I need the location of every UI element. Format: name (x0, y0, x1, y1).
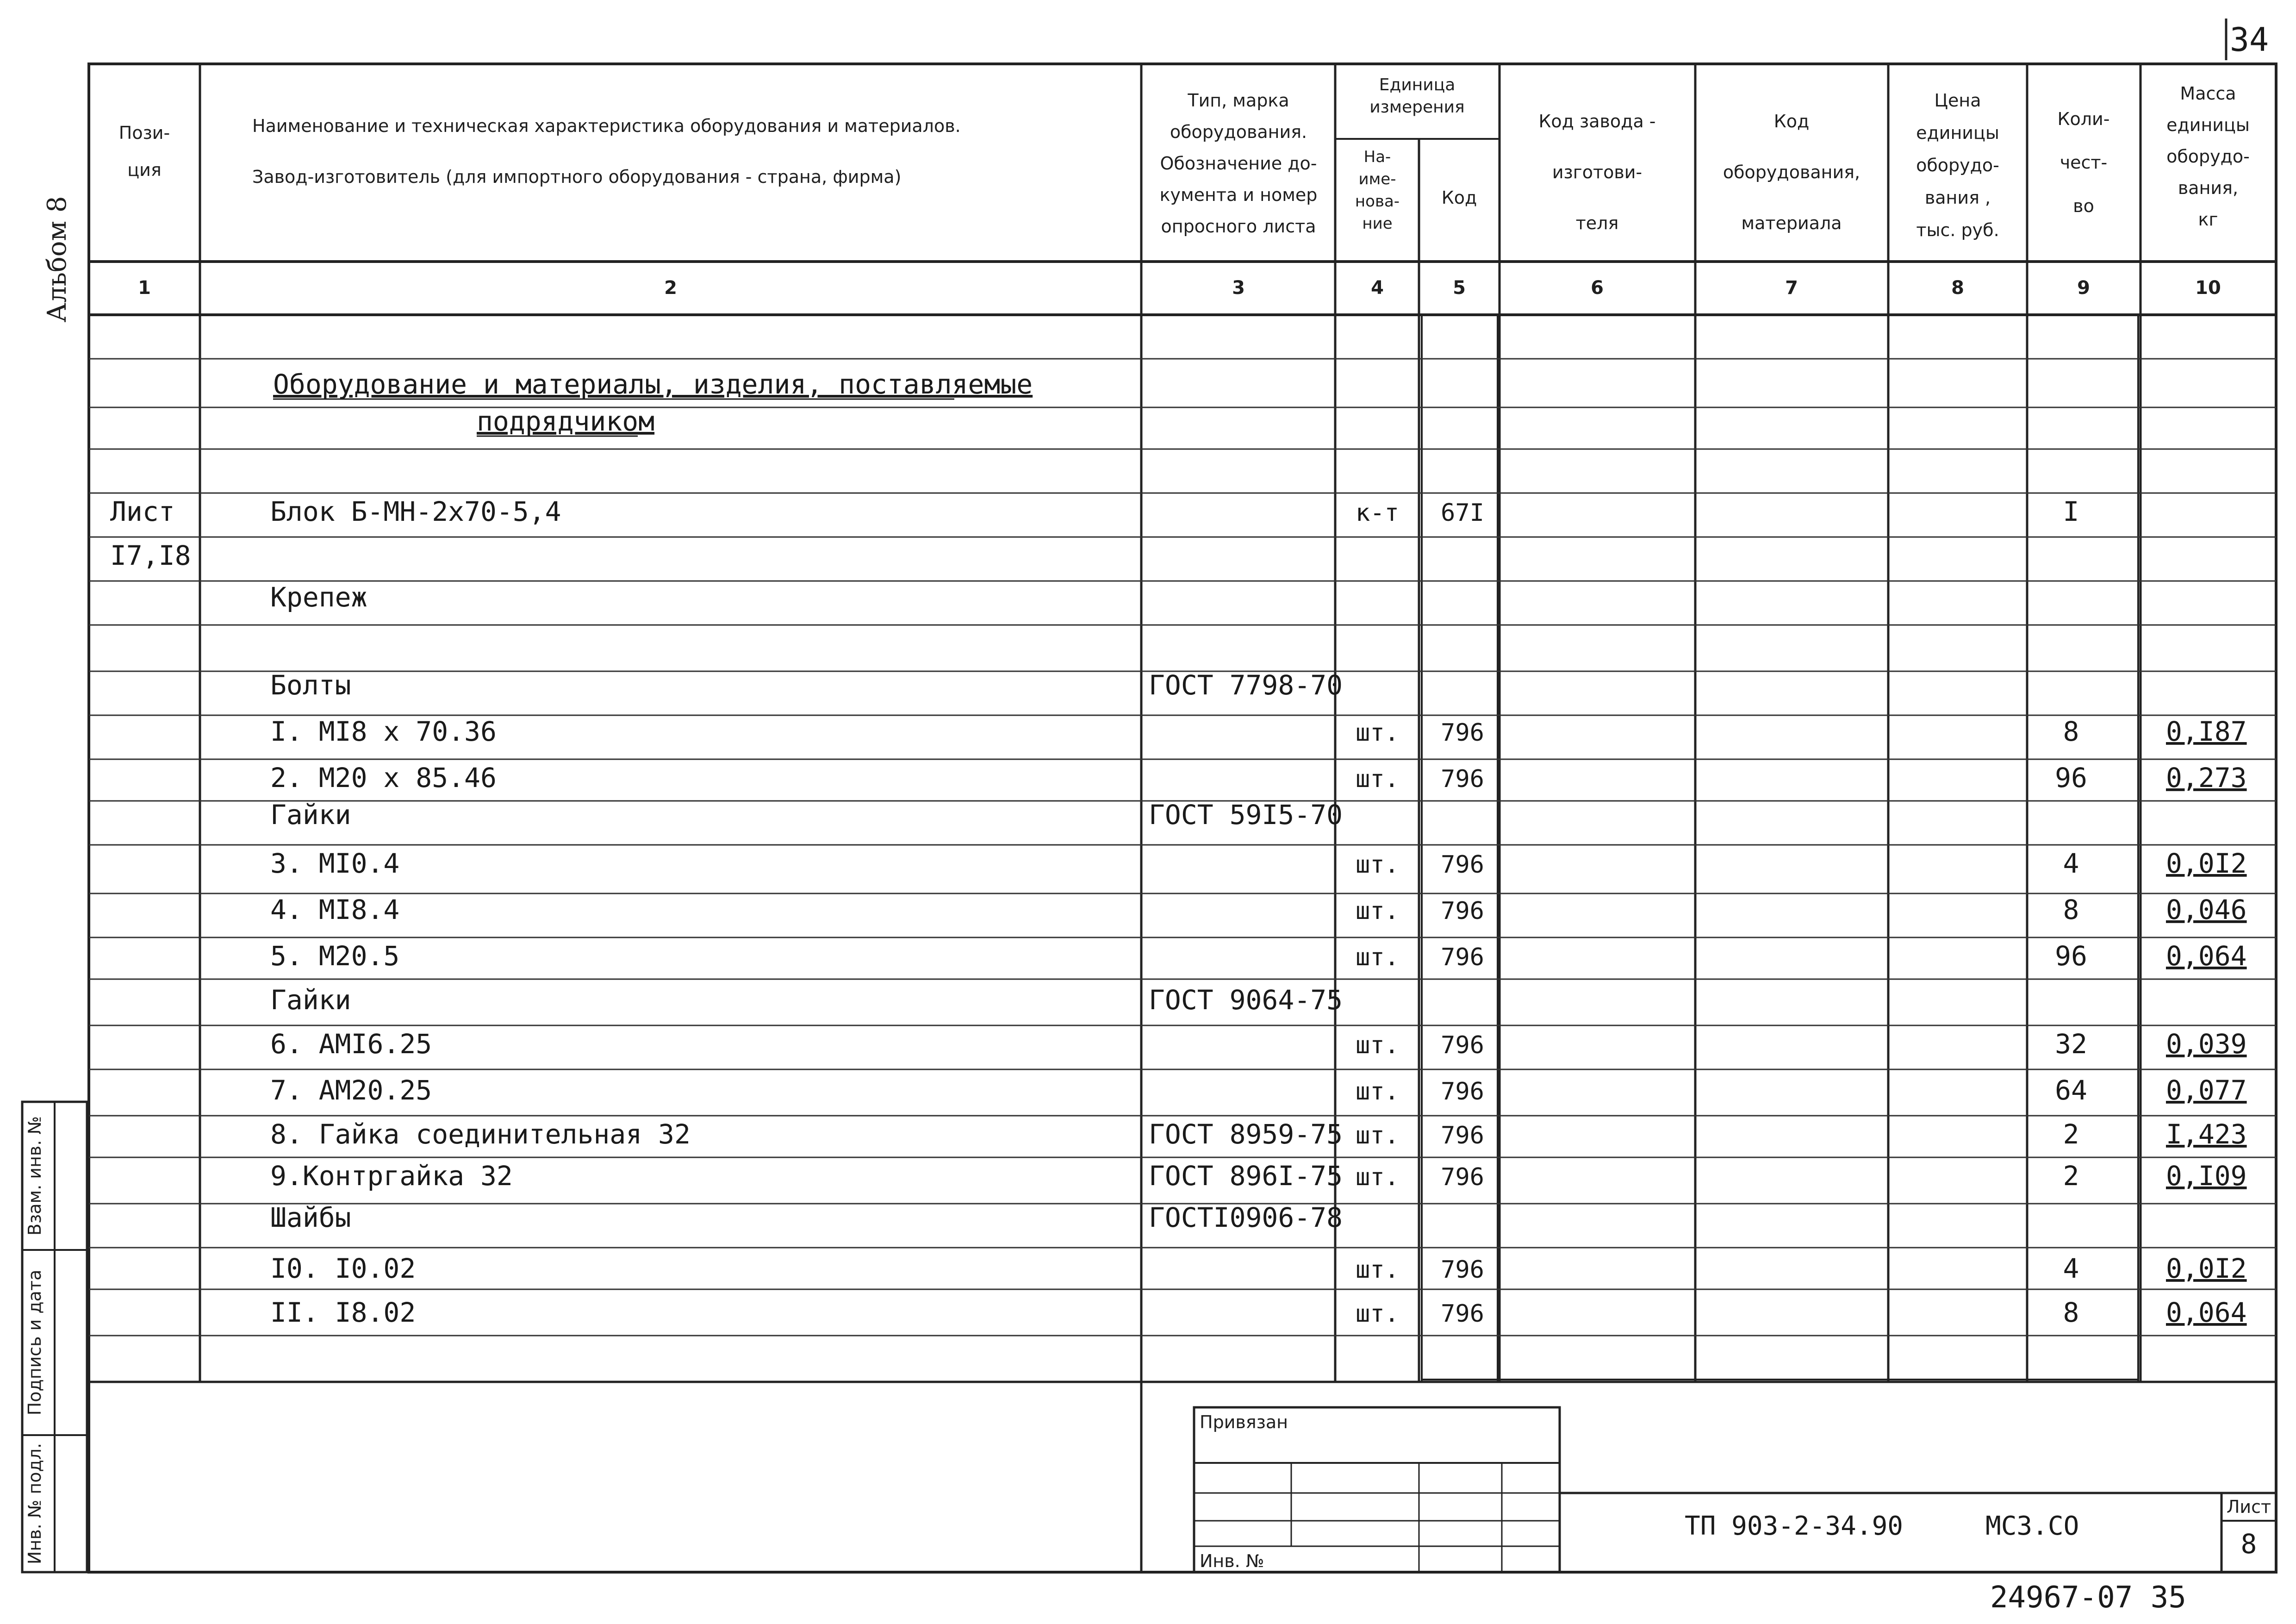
unit-cell: шт. (1356, 943, 1399, 971)
code-cell: 796 (1441, 1300, 1484, 1328)
doc-cell: ГОСТ 9064-75 (1149, 984, 1343, 1016)
column-numbers (138, 277, 2221, 299)
top-sheet-number-text: 34 (2229, 21, 2269, 59)
header-col3-line: опросного листа (1161, 216, 1316, 237)
column-number: 7 (1785, 277, 1798, 299)
header-col3-line: Тип, марка (1188, 90, 1289, 111)
section-title (273, 369, 1033, 437)
mass-cell: 0,273 (2166, 762, 2247, 793)
doc-cell: ГОСТ 59I5-70 (1149, 799, 1343, 831)
code-cell: 796 (1441, 765, 1484, 793)
name-cell: Шайбы (270, 1202, 351, 1233)
header-col10-line: кг (2198, 209, 2218, 230)
header-col9-line: Коли- (2057, 109, 2110, 129)
name-cell: 8. Гайка соединительная 32 (270, 1118, 691, 1150)
header-col6-line: изготови- (1552, 162, 1643, 182)
code-cell: 796 (1441, 719, 1484, 747)
top-sheet-number (2226, 19, 2269, 60)
header-col10-line: вания, (2178, 178, 2239, 198)
doc-mark: МСЗ.СО (1985, 1511, 2079, 1541)
table-row (110, 496, 2079, 527)
table-row (270, 1028, 2247, 1060)
vzam-inv-label: Взам. инв. № (25, 1116, 45, 1236)
column-number: 5 (1453, 277, 1466, 299)
inv-no-label: Инв. № (1200, 1551, 1264, 1571)
header-col7-line: материала (1741, 213, 1842, 233)
unit-cell: шт. (1356, 897, 1399, 925)
name-cell: 7. AM20.25 (270, 1074, 432, 1106)
table-row (270, 799, 1343, 831)
header-col7-line: Код (1773, 111, 1810, 131)
code-cell: 796 (1441, 1031, 1484, 1059)
name-cell: I. MI8 х 70.36 (270, 716, 497, 747)
header-col7-line: оборудования, (1723, 162, 1860, 182)
doc-cell: ГОСТ 896I-75 (1149, 1160, 1343, 1192)
name-cell: 9.Контргайка 32 (270, 1160, 513, 1192)
doc-cell: ГОСТI0906-78 (1149, 1202, 1343, 1233)
header-col3-line: кумента и номер (1159, 185, 1318, 205)
list-label: Лист (2226, 1497, 2271, 1517)
name-cell: 6. AMI6.25 (270, 1028, 432, 1060)
podpis-data-label: Подпись и дата (25, 1269, 45, 1416)
table-row (110, 540, 191, 571)
header-col5-line: Код (1441, 187, 1477, 208)
qty-cell: I (2063, 496, 2079, 527)
header-col6-line: Код завода - (1538, 111, 1656, 131)
name-cell: Болты (270, 669, 351, 701)
album-label: Альбом 8 (42, 196, 72, 323)
header-col8-line: вания , (1924, 187, 1991, 208)
qty-cell: 2 (2063, 1160, 2079, 1192)
table-row (270, 1074, 2247, 1106)
unit-cell: шт. (1356, 1031, 1399, 1059)
unit-cell: шт. (1356, 1256, 1399, 1284)
table-row (270, 940, 2247, 972)
header-col10-line: единицы (2166, 115, 2250, 135)
list-value: 8 (2240, 1528, 2257, 1560)
header-col4-line: нова- (1355, 192, 1400, 211)
table-row (270, 762, 2247, 793)
header-col10-line: оборудо- (2166, 146, 2250, 167)
column-number: 4 (1371, 277, 1384, 299)
header-col8-line: оборудо- (1916, 155, 1999, 175)
doc-cell: ГОСТ 8959-75 (1149, 1118, 1343, 1150)
header-col4-line: На- (1363, 148, 1391, 166)
header-col3-line: оборудования. (1170, 122, 1307, 142)
qty-cell: 4 (2063, 848, 2079, 879)
name-cell: Крепеж (270, 581, 367, 613)
header-col8-line: единицы (1916, 123, 1999, 143)
header-col6-line: теля (1575, 213, 1619, 233)
column-number: 8 (1951, 277, 1964, 299)
code-cell: 796 (1441, 1078, 1484, 1106)
mass-cell: 0,0I2 (2166, 848, 2247, 879)
table-row (270, 716, 2247, 747)
section-title-line2: подрядчиком (477, 406, 655, 437)
column-number: 6 (1591, 277, 1604, 299)
header-col2-line: Завод-изготовитель (для импортного оборудования - страна, фирма) (252, 167, 902, 187)
name-cell: I0. I0.02 (270, 1253, 416, 1284)
table-row (270, 669, 1343, 701)
inv-podl-label: Инв. № подл. (25, 1443, 45, 1565)
column-number: 10 (2195, 277, 2221, 299)
code-cell: 796 (1441, 943, 1484, 971)
unit-cell: к-т (1356, 499, 1399, 527)
mass-cell: 0,064 (2166, 940, 2247, 972)
table-row (270, 1253, 2247, 1284)
header-col2-line: Наименование и техническая характеристика оборудования и материалов. (252, 116, 961, 136)
position-cell: Лист (110, 496, 175, 527)
table-row (270, 984, 1343, 1016)
table-row (270, 1297, 2247, 1328)
table-row (270, 894, 2247, 925)
unit-cell: шт. (1356, 1163, 1399, 1191)
name-cell: II. I8.02 (270, 1297, 416, 1328)
table-row (270, 1118, 2247, 1150)
section-title-line1: Оборудование и материалы, изделия, поставляемые (273, 369, 1033, 400)
name-cell: Гайки (270, 799, 351, 831)
header-col45_top-line: измерения (1369, 98, 1465, 117)
title-block (1194, 1407, 2276, 1572)
bottom-number: 24967-07 35 (1990, 1580, 2186, 1615)
code-cell: 796 (1441, 897, 1484, 925)
qty-cell: 2 (2063, 1118, 2079, 1150)
mass-cell: 0,039 (2166, 1028, 2247, 1060)
header-col9-line: чест- (2060, 152, 2108, 173)
mass-cell: I,423 (2166, 1118, 2247, 1150)
unit-cell: шт. (1356, 851, 1399, 879)
name-cell: Гайки (270, 984, 351, 1016)
code-cell: 67I (1441, 499, 1484, 527)
qty-cell: 96 (2055, 940, 2087, 972)
table-row (270, 848, 2247, 879)
mass-cell: 0,046 (2166, 894, 2247, 925)
unit-cell: шт. (1356, 1078, 1399, 1106)
unit-cell: шт. (1356, 719, 1399, 747)
header-col8-line: тыс. руб. (1916, 220, 1999, 240)
unit-cell: шт. (1356, 1122, 1399, 1149)
header-col3-line: Обозначение до- (1160, 153, 1317, 174)
column-number: 1 (138, 277, 151, 299)
header-col1-line: ция (127, 160, 162, 180)
header-col9-line: во (2073, 196, 2094, 216)
qty-cell: 8 (2063, 1297, 2079, 1328)
mass-cell: 0,I87 (2166, 716, 2247, 747)
column-number: 3 (1232, 277, 1245, 299)
privyazan-label: Привязан (1200, 1412, 1288, 1432)
header-col10-line: Масса (2180, 83, 2236, 104)
doc-cell: ГОСТ 7798-70 (1149, 669, 1343, 701)
qty-cell: 96 (2055, 762, 2087, 793)
qty-cell: 8 (2063, 716, 2079, 747)
name-cell: Блок Б-МН-2х70-5,4 (270, 496, 561, 527)
header-col45_top-line: Единица (1379, 75, 1456, 94)
code-cell: 796 (1441, 1256, 1484, 1284)
mass-cell: 0,0I2 (2166, 1253, 2247, 1284)
column-number: 9 (2077, 277, 2090, 299)
qty-cell: 32 (2055, 1028, 2087, 1060)
table-row (270, 1202, 1343, 1233)
header-col1-line: Пози- (118, 123, 170, 143)
column-number: 2 (664, 277, 677, 299)
qty-cell: 64 (2055, 1074, 2087, 1106)
table-row (270, 581, 367, 613)
mass-cell: 0,I09 (2166, 1160, 2247, 1192)
mass-cell: 0,077 (2166, 1074, 2247, 1106)
position-cell: I7,I8 (110, 540, 191, 571)
code-cell: 796 (1441, 1163, 1484, 1191)
unit-cell: шт. (1356, 1300, 1399, 1328)
header-col4-line: ние (1362, 214, 1393, 233)
header-labels (119, 75, 2250, 240)
table-header (119, 75, 2250, 299)
code-cell: 796 (1441, 1122, 1484, 1149)
mass-cell: 0,064 (2166, 1297, 2247, 1328)
unit-cell: шт. (1356, 765, 1399, 793)
name-cell: 2. M20 х 85.46 (270, 762, 497, 793)
qty-cell: 4 (2063, 1253, 2079, 1284)
doc-code: ТП 903-2-34.90 (1685, 1511, 1904, 1541)
side-stamp (22, 1102, 87, 1572)
name-cell: 3. MI0.4 (270, 848, 400, 879)
table-row (270, 1160, 2247, 1192)
header-col4-line: име- (1358, 170, 1396, 188)
name-cell: 5. M20.5 (270, 940, 400, 972)
qty-cell: 8 (2063, 894, 2079, 925)
header-col8-line: Цена (1934, 90, 1981, 111)
code-cell: 796 (1441, 851, 1484, 879)
name-cell: 4. MI8.4 (270, 894, 400, 925)
